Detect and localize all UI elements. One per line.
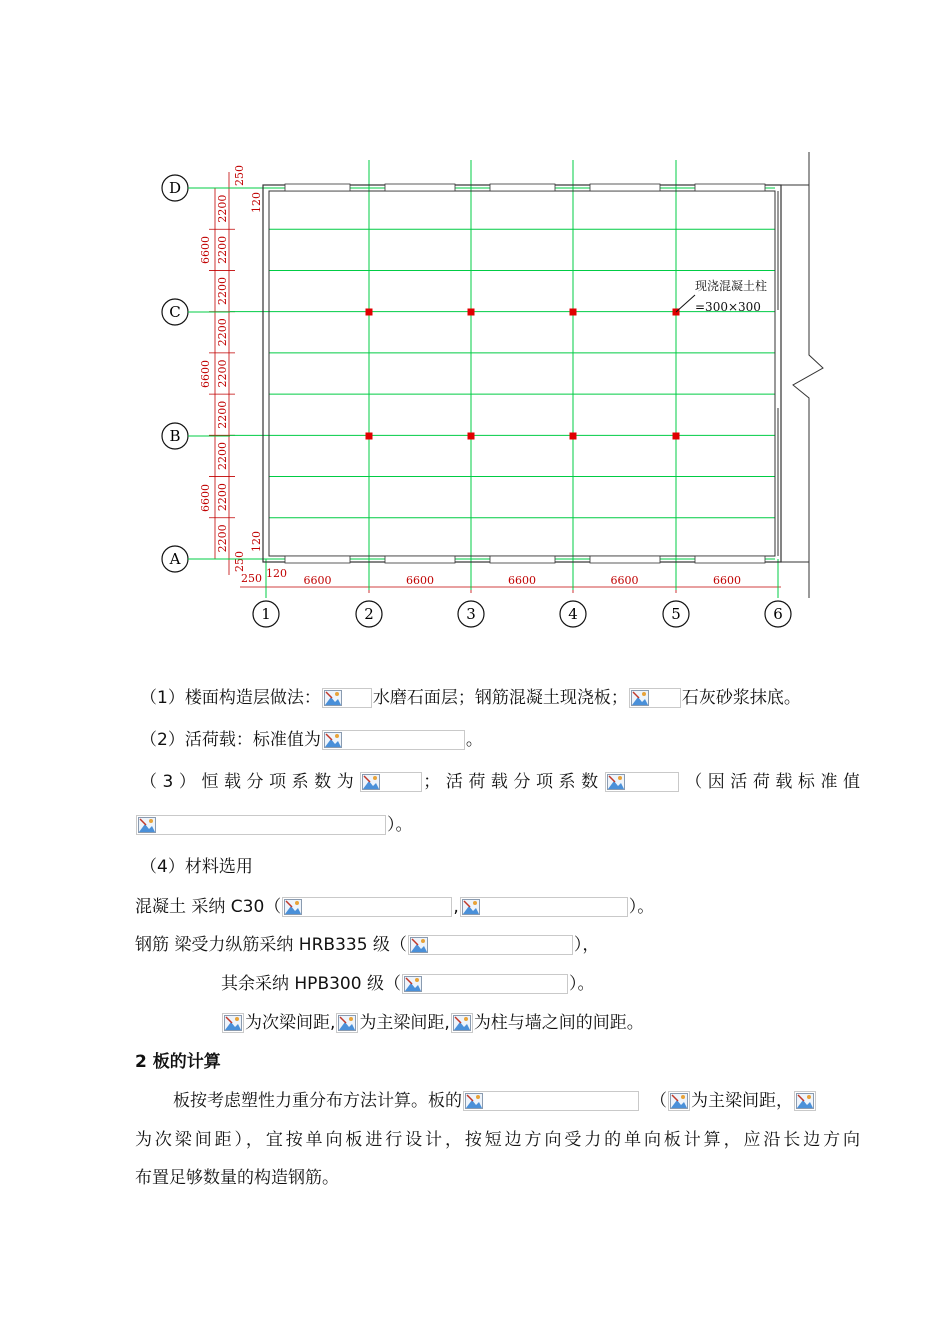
text-span: ；活荷载分项系数 bbox=[423, 772, 604, 792]
window-top bbox=[695, 184, 765, 191]
text-span: ）。 bbox=[568, 974, 595, 994]
rebar-line bbox=[135, 934, 599, 956]
broken-image-icon bbox=[460, 897, 628, 917]
broken-image-icon bbox=[322, 730, 465, 750]
text-span: , bbox=[453, 897, 459, 917]
dim-text-inner: 2200 bbox=[216, 235, 229, 264]
slab-calc-line-1 bbox=[173, 1090, 817, 1112]
concrete-column bbox=[570, 433, 577, 440]
materials-heading: （4）材料选用 bbox=[140, 857, 253, 877]
text-span: （1）楼面构造层做法： bbox=[140, 688, 321, 708]
dim-text-edge: 120 bbox=[250, 531, 263, 552]
text-span: 为柱与墙之间的间距。 bbox=[473, 1013, 644, 1033]
dim-text-inner: 2200 bbox=[216, 277, 229, 306]
dim-text-edge: 250 bbox=[241, 572, 262, 585]
section-heading: 2 板的计算 bbox=[135, 1052, 221, 1072]
dim-text-inner: 2200 bbox=[216, 400, 229, 429]
text-span: 为主梁间距， bbox=[691, 1091, 793, 1111]
dim-text-outer: 6600 bbox=[199, 236, 212, 264]
concrete-column bbox=[366, 309, 373, 316]
row-axis-label: B bbox=[169, 427, 181, 445]
concrete-column bbox=[468, 309, 475, 316]
row-axis-label: D bbox=[168, 179, 182, 197]
right-wall-bottom bbox=[781, 562, 809, 598]
text-span: 为主梁间距, bbox=[359, 1013, 450, 1033]
dim-text-inner: 2200 bbox=[216, 524, 229, 553]
text-span: 板按考虑塑性力重分布方法计算。板的 bbox=[173, 1091, 462, 1111]
broken-image-icon bbox=[451, 1013, 473, 1033]
broken-image-icon bbox=[136, 815, 386, 835]
text-span: 水磨石面层；钢筋混凝土现浇板； bbox=[372, 688, 628, 708]
broken-image-icon bbox=[282, 897, 452, 917]
spacing-line bbox=[221, 1012, 644, 1034]
column-note-line2: =300×300 bbox=[695, 300, 761, 314]
window-bottom bbox=[695, 556, 765, 563]
broken-image-icon bbox=[605, 772, 679, 792]
load-factor-line bbox=[140, 771, 860, 793]
floor-layers-line bbox=[140, 687, 801, 709]
break-line bbox=[793, 185, 823, 562]
broken-image-icon bbox=[668, 1091, 690, 1111]
dim-text-edge: 250 bbox=[233, 551, 246, 572]
rebar-other-line bbox=[221, 973, 594, 995]
right-wall-top bbox=[781, 152, 809, 185]
floor-plan-drawing bbox=[0, 0, 950, 660]
window-top bbox=[590, 184, 660, 191]
text-span: ）。 bbox=[387, 815, 413, 835]
load-factor-line-2 bbox=[135, 814, 413, 836]
text-span: 混凝土 采纳 C30（ bbox=[135, 897, 282, 917]
window-top bbox=[385, 184, 455, 191]
text-span: ）， bbox=[573, 935, 600, 955]
dim-text-bottom: 6600 bbox=[406, 574, 434, 587]
slab-calc-line-3: 布置足够数量的构造钢筋。 bbox=[135, 1168, 339, 1188]
dim-text-outer: 6600 bbox=[199, 484, 212, 512]
text-span: ）。 bbox=[628, 897, 655, 917]
broken-image-icon bbox=[336, 1013, 358, 1033]
text-span: （3）恒载分项系数为 bbox=[140, 772, 360, 792]
col-axis-label: 1 bbox=[261, 605, 271, 623]
broken-image-icon bbox=[222, 1013, 244, 1033]
dim-text-bottom: 6600 bbox=[713, 574, 741, 587]
text-span: （ bbox=[650, 1091, 667, 1111]
text-span: 石灰砂浆抹底。 bbox=[681, 688, 801, 708]
live-load-line bbox=[140, 729, 483, 751]
concrete-line bbox=[135, 896, 654, 918]
dim-text-inner: 2200 bbox=[216, 194, 229, 223]
row-axis-label: A bbox=[169, 550, 181, 568]
row-axis-label: C bbox=[169, 303, 181, 321]
slab-calc-line-2: 为次梁间距），宜按单向板进行设计，按短边方向受力的单向板计算，应沿长边方向 bbox=[135, 1130, 860, 1150]
window-top bbox=[490, 184, 555, 191]
col-axis-label: 2 bbox=[364, 605, 374, 623]
col-axis-label: 6 bbox=[773, 605, 783, 623]
window-top bbox=[285, 184, 350, 191]
text-span: 其余采纳 HPB300 级（ bbox=[221, 974, 401, 994]
text-span: （因活荷载标准值 bbox=[679, 772, 861, 792]
column-note-line1: 现浇混凝土柱 bbox=[695, 279, 768, 293]
broken-image-icon bbox=[360, 772, 422, 792]
window-bottom bbox=[285, 556, 350, 563]
concrete-column bbox=[366, 433, 373, 440]
col-axis-label: 4 bbox=[568, 605, 578, 623]
concrete-column bbox=[673, 433, 680, 440]
dim-text-bottom: 6600 bbox=[508, 574, 536, 587]
dim-text-bottom: 6600 bbox=[610, 574, 639, 587]
text-span: （2）活荷载：标准值为 bbox=[140, 730, 321, 750]
concrete-column bbox=[570, 309, 577, 316]
dim-text-outer: 6600 bbox=[199, 360, 212, 388]
dim-text-inner: 2200 bbox=[216, 483, 229, 512]
broken-image-icon bbox=[402, 974, 568, 994]
text-span: 为次梁间距, bbox=[245, 1013, 336, 1033]
inner-wall bbox=[269, 191, 775, 556]
concrete-column bbox=[468, 433, 475, 440]
broken-image-icon bbox=[463, 1091, 639, 1111]
dim-text-edge: 250 bbox=[233, 165, 246, 186]
dim-text-edge: 120 bbox=[250, 192, 263, 213]
text-span: 钢筋 梁受力纵筋采纳 HRB335 级（ bbox=[135, 935, 407, 955]
broken-image-icon bbox=[629, 688, 681, 708]
broken-image-icon bbox=[408, 935, 573, 955]
column-note-leader bbox=[676, 295, 695, 312]
dim-text-inner: 2200 bbox=[216, 441, 229, 470]
dim-text-bottom: 6600 bbox=[303, 574, 332, 587]
window-bottom bbox=[490, 556, 555, 563]
dim-text-inner: 2200 bbox=[216, 318, 229, 347]
window-bottom bbox=[385, 556, 455, 563]
col-axis-label: 5 bbox=[671, 605, 681, 623]
outer-wall bbox=[263, 185, 781, 562]
dim-text-edge: 120 bbox=[266, 567, 287, 580]
broken-image-icon bbox=[794, 1091, 816, 1111]
broken-image-icon bbox=[322, 688, 372, 708]
dim-text-inner: 2200 bbox=[216, 359, 229, 388]
text-span: 。 bbox=[465, 730, 483, 750]
window-bottom bbox=[590, 556, 660, 563]
col-axis-label: 3 bbox=[466, 605, 476, 623]
